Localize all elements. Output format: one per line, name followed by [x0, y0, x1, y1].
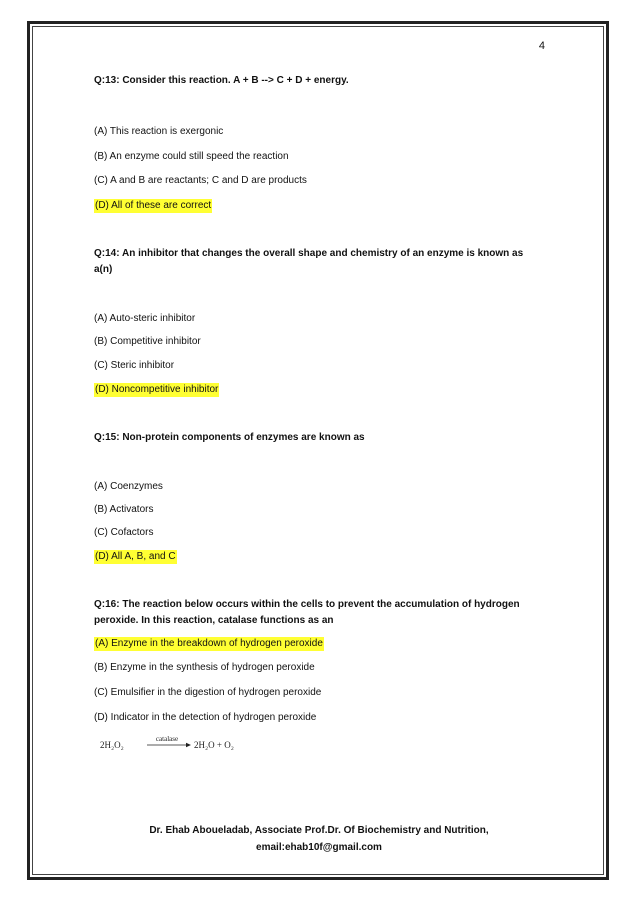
- arrow-head-icon: [186, 743, 191, 747]
- option-label: (A) Coenzymes: [94, 481, 163, 492]
- option-label: (A) This reaction is exergonic: [94, 126, 224, 137]
- equation-catalyst: catalase: [155, 735, 179, 743]
- question-14-option-a: [94, 312, 195, 326]
- page-number: 4: [538, 40, 545, 52]
- question-13-option-c: [94, 174, 307, 188]
- option-label: (C) A and B are reactants; C and D are products: [94, 175, 307, 186]
- option-label: (B) Activators: [94, 504, 154, 515]
- question-15-option-c: [94, 526, 153, 540]
- footer-author: Dr. Ehab Aboueladab, Associate Prof.Dr. Of Biochemistry and Nutrition,: [149, 825, 489, 836]
- option-label: (D) Indicator in the detection of hydrogen peroxide: [94, 712, 317, 723]
- question-13-option-b: [94, 150, 289, 164]
- question-15-option-b: [94, 503, 153, 517]
- catalase-equation: [100, 734, 270, 754]
- option-label: (C) Cofactors: [94, 527, 154, 538]
- equation-reactant: 2H₂O₂: [100, 740, 124, 750]
- option-label: (B) Enzyme in the synthesis of hydrogen peroxide: [94, 662, 315, 673]
- question-15-option-d: [94, 550, 177, 564]
- question-16-text: Q:16: The reaction below occurs within the cells to prevent the accumulation of hydrogen peroxide. In this reaction, catalase functions as an: [94, 599, 520, 626]
- highlighted-answer: (D) All of these are correct: [95, 200, 212, 211]
- question-16-option-d: [94, 711, 316, 725]
- question-16-option-c: [94, 686, 321, 700]
- question-14-option-d: [94, 383, 219, 397]
- footer-email: email:ehab10f@gmail.com: [256, 842, 382, 853]
- question-16-option-a: [94, 637, 324, 651]
- option-label: (B) An enzyme could still speed the reaction: [94, 151, 289, 162]
- option-label: (B) Competitive inhibitor: [94, 336, 201, 347]
- question-14-text: Q:14: An inhibitor that changes the overall shape and chemistry of an enzyme is known as a(n): [94, 248, 524, 275]
- question-13-text: Q:13: Consider this reaction. A + B --> C + D + energy.: [94, 75, 349, 86]
- option-label: (A) Auto-steric inhibitor: [94, 313, 196, 324]
- question-15-option-a: [94, 480, 163, 494]
- highlighted-answer: (A) Enzyme in the breakdown of hydrogen peroxide: [95, 638, 323, 649]
- option-label: (C) Emulsifier in the digestion of hydrogen peroxide: [94, 687, 322, 698]
- question-13-option-a: [94, 125, 223, 139]
- page-footer: [0, 822, 638, 856]
- highlighted-answer: (D) Noncompetitive inhibitor: [95, 384, 219, 395]
- question-15-text: Q:15: Non-protein components of enzymes are known as: [94, 432, 365, 443]
- equation-products: 2H₂O + O₂: [194, 740, 234, 750]
- highlighted-answer: (D) All A, B, and C: [95, 551, 176, 562]
- question-16-option-b: [94, 661, 315, 675]
- option-label: (C) Steric inhibitor: [94, 360, 175, 371]
- question-14-option-c: [94, 359, 174, 373]
- question-14-option-b: [94, 335, 201, 349]
- question-13-option-d: [94, 199, 212, 213]
